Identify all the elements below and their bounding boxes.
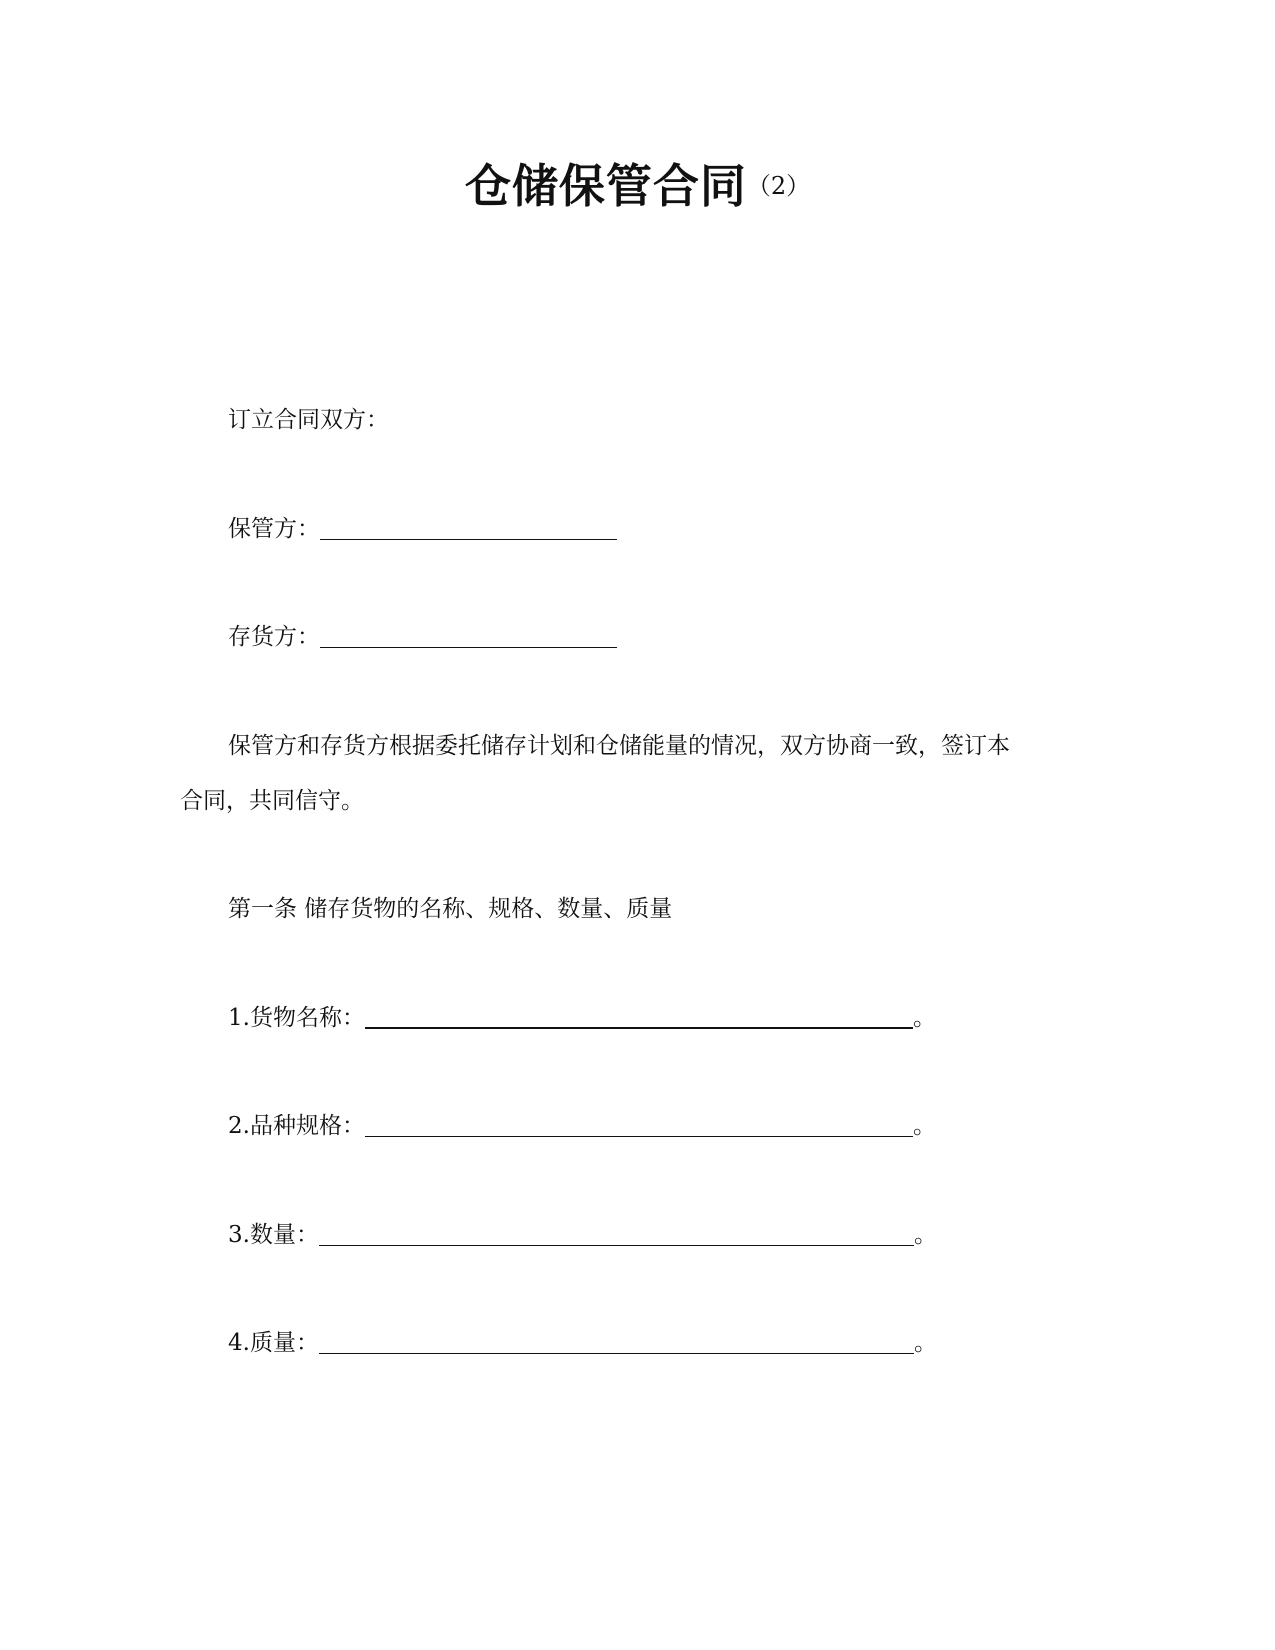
item-quality: [228, 1328, 937, 1358]
custodian-blank: [320, 517, 617, 540]
depositor-label: 存货方：: [228, 624, 320, 650]
spec-blank: [365, 1114, 913, 1137]
item-label: 2.品种规格：: [228, 1113, 365, 1139]
item-spec: [228, 1111, 936, 1141]
item-end: 。: [913, 1222, 937, 1248]
item-end: 。: [913, 1330, 937, 1356]
quality-blank: [319, 1331, 914, 1354]
item-label: 4.质量：: [228, 1330, 319, 1356]
intro-paragraph-line1: 保管方和存货方根据委托储存计划和仓储能量的情况，双方协商一致，签订本: [228, 733, 1010, 759]
custodian-label: 保管方：: [228, 516, 320, 542]
item-label: 1.货物名称：: [228, 1005, 365, 1031]
custodian-line: [228, 514, 617, 544]
item-goods-name: [228, 1003, 936, 1033]
depositor-blank: [320, 625, 617, 648]
title-main: 仓储保管合同: [464, 159, 747, 213]
item-end: 。: [912, 1113, 936, 1139]
article1-heading: 第一条 储存货物的名称、规格、数量、质量: [228, 896, 673, 922]
quantity-blank: [319, 1223, 914, 1246]
item-label: 3.数量：: [228, 1222, 319, 1248]
item-quantity: [228, 1220, 937, 1250]
title-suffix: （2）: [746, 172, 811, 200]
goods-name-blank: [365, 1005, 913, 1029]
intro-paragraph-line2: 合同，共同信守。: [180, 788, 364, 814]
item-end: 。: [912, 1005, 936, 1031]
depositor-line: [228, 622, 617, 652]
parties-heading: 订立合同双方：: [228, 407, 389, 433]
document-title: [0, 150, 1275, 216]
